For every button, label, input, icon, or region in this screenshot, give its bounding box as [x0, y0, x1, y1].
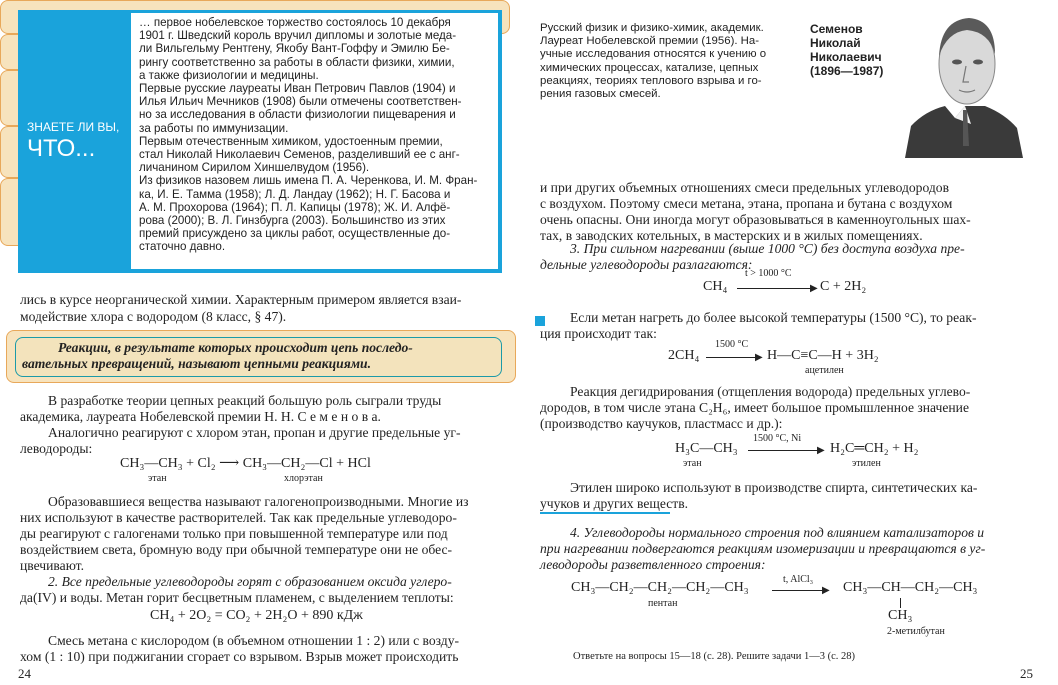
- semenov-portrait: [905, 6, 1023, 158]
- text-line: рова (2000); В. Л. Гинзбурга (2003). Большинство из этих: [139, 214, 446, 228]
- text-line: Илья Ильич Мечников (1908) были отмечены соответствен-: [139, 95, 462, 109]
- text-line: а также физиологии и медицины.: [139, 68, 319, 82]
- reaction-arrow: [772, 590, 827, 591]
- label-ethane: этан: [683, 458, 702, 469]
- callout-line: (производство каучуков, пластмасс и др.):: [540, 416, 783, 431]
- name-line: Семенов: [810, 22, 863, 36]
- name-line: Николай: [810, 36, 861, 50]
- did-you-know-title-big: ЧТО...: [27, 135, 96, 162]
- paragraph-line: Смесь метана с кислородом (в объемном отношении 1 : 2) или с возду-: [48, 633, 460, 648]
- text-line: премий присуждено за циклы работ, осуществленные до-: [139, 227, 451, 241]
- bio-line: учные исследования относятся к учению о: [540, 48, 767, 61]
- paragraph-line: Образовавшиеся вещества называют галогенопроизводными. Многие из: [48, 494, 469, 509]
- page-number-right: 25: [1020, 666, 1033, 681]
- page-number-left: 24: [18, 666, 31, 681]
- name-line: (1896—1987): [810, 64, 884, 78]
- text-line: Первые русские лауреаты Иван Петрович Павлов (1904) и: [139, 82, 456, 96]
- label-pentane: пентан: [648, 598, 678, 609]
- reaction-condition: t > 1000 °C: [745, 268, 792, 279]
- text-line: ка, И. Е. Тамма (1958); Л. Д. Ландау (1962); Н. Г. Басова и: [139, 187, 451, 201]
- text-line: … первое нобелевское торжество состоялось 10 декабря: [139, 16, 451, 29]
- callout-line: академика, лауреата Нобелевской премии Н. Н. С е м е н о в а.: [20, 409, 381, 424]
- did-you-know-text: [131, 13, 498, 269]
- reaction-dehydro-lhs: H₃C—CH₃: [675, 441, 738, 456]
- text-line: личанином Сирилом Хиншелвудом (1956).: [139, 161, 370, 175]
- paragraph-line: хом (1 : 10) при поджигании сгорает со взрывом. Взрыв может происходить: [20, 649, 459, 664]
- text-line: 1901 г. Шведский король вручил дипломы и золотые меда-: [139, 29, 457, 43]
- callout-line: леводороды разветвленного строения:: [540, 557, 766, 572]
- paragraph-line: с воздухом. Поэтому смеси метана, этана, пропана и бутана с воздухом: [540, 196, 953, 211]
- arrow-head-icon: ▶: [817, 445, 825, 456]
- name-line: Николаевич: [810, 50, 882, 64]
- chain-reaction-definition: [22, 340, 413, 372]
- divider: [540, 512, 670, 514]
- bio-line: Русский физик и физико-химик, академик.: [540, 22, 764, 34]
- arrow-head-icon: ▶: [755, 352, 763, 363]
- bullet-square-icon: [535, 316, 545, 326]
- callout-line: при нагревании подвергаются реакциям изомеризации и превращаются в уг-: [540, 541, 986, 556]
- reaction-acetylene-lhs: 2CH₄: [668, 348, 700, 363]
- definition-line: Реакции, в результате которых происходит цепь последо-: [58, 340, 413, 355]
- reaction-methane-decomp-lhs: CH₄: [703, 279, 728, 294]
- text-line: рингу соответственно за работы в области физики, химии,: [139, 55, 455, 69]
- reaction-isomer-lhs: CH₃—CH₂—CH₂—CH₂—CH₃: [571, 580, 749, 595]
- paragraph-line: 3. При сильном нагревании (выше 1000 °C) без доступа воздуха пре-: [570, 241, 965, 256]
- paragraph-line: и при других объемных отношениях смеси предельных углеводородов: [540, 180, 950, 195]
- reaction-arrow: [706, 357, 760, 358]
- callout-line: В разработке теории цепных реакций большую роль сыграли труды: [48, 393, 442, 408]
- paragraph-line: модействие хлора с водородом (8 класс, § 47).: [20, 309, 287, 324]
- semenov-bio: [540, 22, 766, 101]
- reaction-arrow: [737, 288, 815, 289]
- paragraph-line: Аналогично реагируют с хлором этан, пропан и другие предельные уг-: [48, 425, 461, 440]
- label-2-methylbutane: 2-метилбутан: [887, 626, 945, 637]
- bio-line: реакциях, теориях теплового взрыва и го-: [540, 74, 762, 87]
- reaction-isomer-branch: CH₃: [888, 608, 913, 623]
- paragraph-line: ды реагируют с галогенами только при повышенной температуре или под: [20, 526, 448, 541]
- paragraph-line: ция происходит так:: [540, 326, 657, 341]
- reaction-acetylene-rhs: H—C≡C—H + 3H₂: [767, 348, 879, 363]
- paragraph-line: тах, в заводских котельных, в мастерских и в жилых помещениях.: [540, 228, 923, 243]
- paragraph-line: них используют в качестве растворителей. Так как предельные углеводоро-: [20, 510, 457, 525]
- paragraph-line: воздействием света, бромную воду при обычной температуре они не обес-: [20, 542, 453, 557]
- did-you-know-title: [27, 120, 119, 162]
- text-line: ли Вильгельму Рентгену, Якобу Вант-Гоффу и Эмилю Бе-: [139, 42, 450, 56]
- paragraph-line: лись в курсе неорганической химии. Характерным примером является взаи-: [20, 292, 462, 307]
- reaction-methane-combustion: CH₄ + 2O₂ = CO₂ + 2H₂O + 890 кДж: [150, 608, 363, 623]
- paragraph-line: цвечивают.: [20, 558, 84, 573]
- paragraph-line: Если метан нагреть до более высокой температуры (1500 °C), то реак-: [570, 310, 977, 325]
- paragraph-line: 2. Все предельные углеводороды горят с образованием оксида углеро-: [48, 574, 452, 589]
- reaction-methane-decomp-rhs: C + 2H₂: [820, 279, 867, 294]
- label-acetylene: ацетилен: [805, 365, 844, 376]
- text-line: статочно давно.: [139, 240, 226, 254]
- semenov-name: [810, 22, 883, 78]
- questions-note: Ответьте на вопросы 15—18 (с. 28). Решите задачи 1—3 (с. 28): [573, 651, 856, 662]
- reaction-condition: 1500 °C, Ni: [753, 433, 802, 444]
- paragraph-line: да(IV) и воды. Метан горит бесцветным пламенем, с выделением теплоты:: [20, 590, 454, 605]
- text-line: но за исследования в области физиологии пищеварения и: [139, 108, 456, 122]
- arrow-head-icon: ▶: [810, 283, 818, 294]
- text-line: стал Николай Николаевич Семенов, разделивший ее с анг-: [139, 148, 460, 162]
- reaction-condition: t, AlCl₃: [783, 574, 814, 585]
- paragraph-line: дельные углеводороды разлагаются:: [540, 257, 753, 272]
- bond-line: [900, 598, 901, 608]
- did-you-know-title-small: ЗНАЕТЕ ЛИ ВЫ,: [27, 120, 120, 134]
- label-ethylene: этилен: [852, 458, 881, 469]
- bio-line: Лауреат Нобелевской премии (1956). На-: [540, 35, 760, 48]
- callout-line: 4. Углеводороды нормального строения под влиянием катализаторов и: [570, 525, 985, 540]
- paragraph-line: очень опасны. Они иногда могут образовываться в каменноугольных шах-: [540, 212, 971, 227]
- paragraph-line: учуков и других веществ.: [540, 496, 689, 511]
- label-ethane: этан: [148, 473, 167, 484]
- reaction-arrow: [748, 450, 822, 451]
- definition-line: вательных превращений, называют цепными реакциями.: [22, 356, 371, 371]
- bio-line: химических процессах, катализе, цепных: [540, 61, 759, 74]
- callout-line: Реакция дегидрирования (отщепления водорода) предельных углево-: [570, 384, 971, 399]
- reaction-chlorination: CH₃—CH₃ + Cl₂ ⟶ CH₃—CH₂—Cl + HCl: [120, 456, 371, 471]
- text-line: за работы по иммунизации.: [139, 121, 289, 135]
- arrow-head-icon: ▶: [822, 585, 830, 596]
- callout-line: дородов, в том числе этана C₂H₆, имеет большое промышленное значение: [540, 400, 969, 415]
- reaction-dehydro-rhs: H₂C═CH₂ + H₂: [830, 441, 919, 456]
- paragraph-line: леводороды:: [20, 441, 93, 456]
- reaction-condition: 1500 °C: [715, 339, 749, 350]
- bio-line: рения газовых смесей.: [540, 88, 661, 101]
- text-line: А. М. Прохорова (1964); П. Л. Капицы (1978); Ж. И. Алфё-: [139, 200, 451, 214]
- label-chloroethane: хлорэтан: [284, 473, 323, 484]
- reaction-isomer-rhs: CH₃—CH—CH₂—CH₃: [843, 580, 978, 595]
- text-line: Первым отечественным химиком, удостоенным премии,: [139, 134, 443, 148]
- paragraph-line: Этилен широко используют в производстве спирта, синтетических ка-: [570, 480, 978, 495]
- text-line: Из физиков назовем лишь имена П. А. Черенкова, И. М. Фран-: [139, 174, 478, 188]
